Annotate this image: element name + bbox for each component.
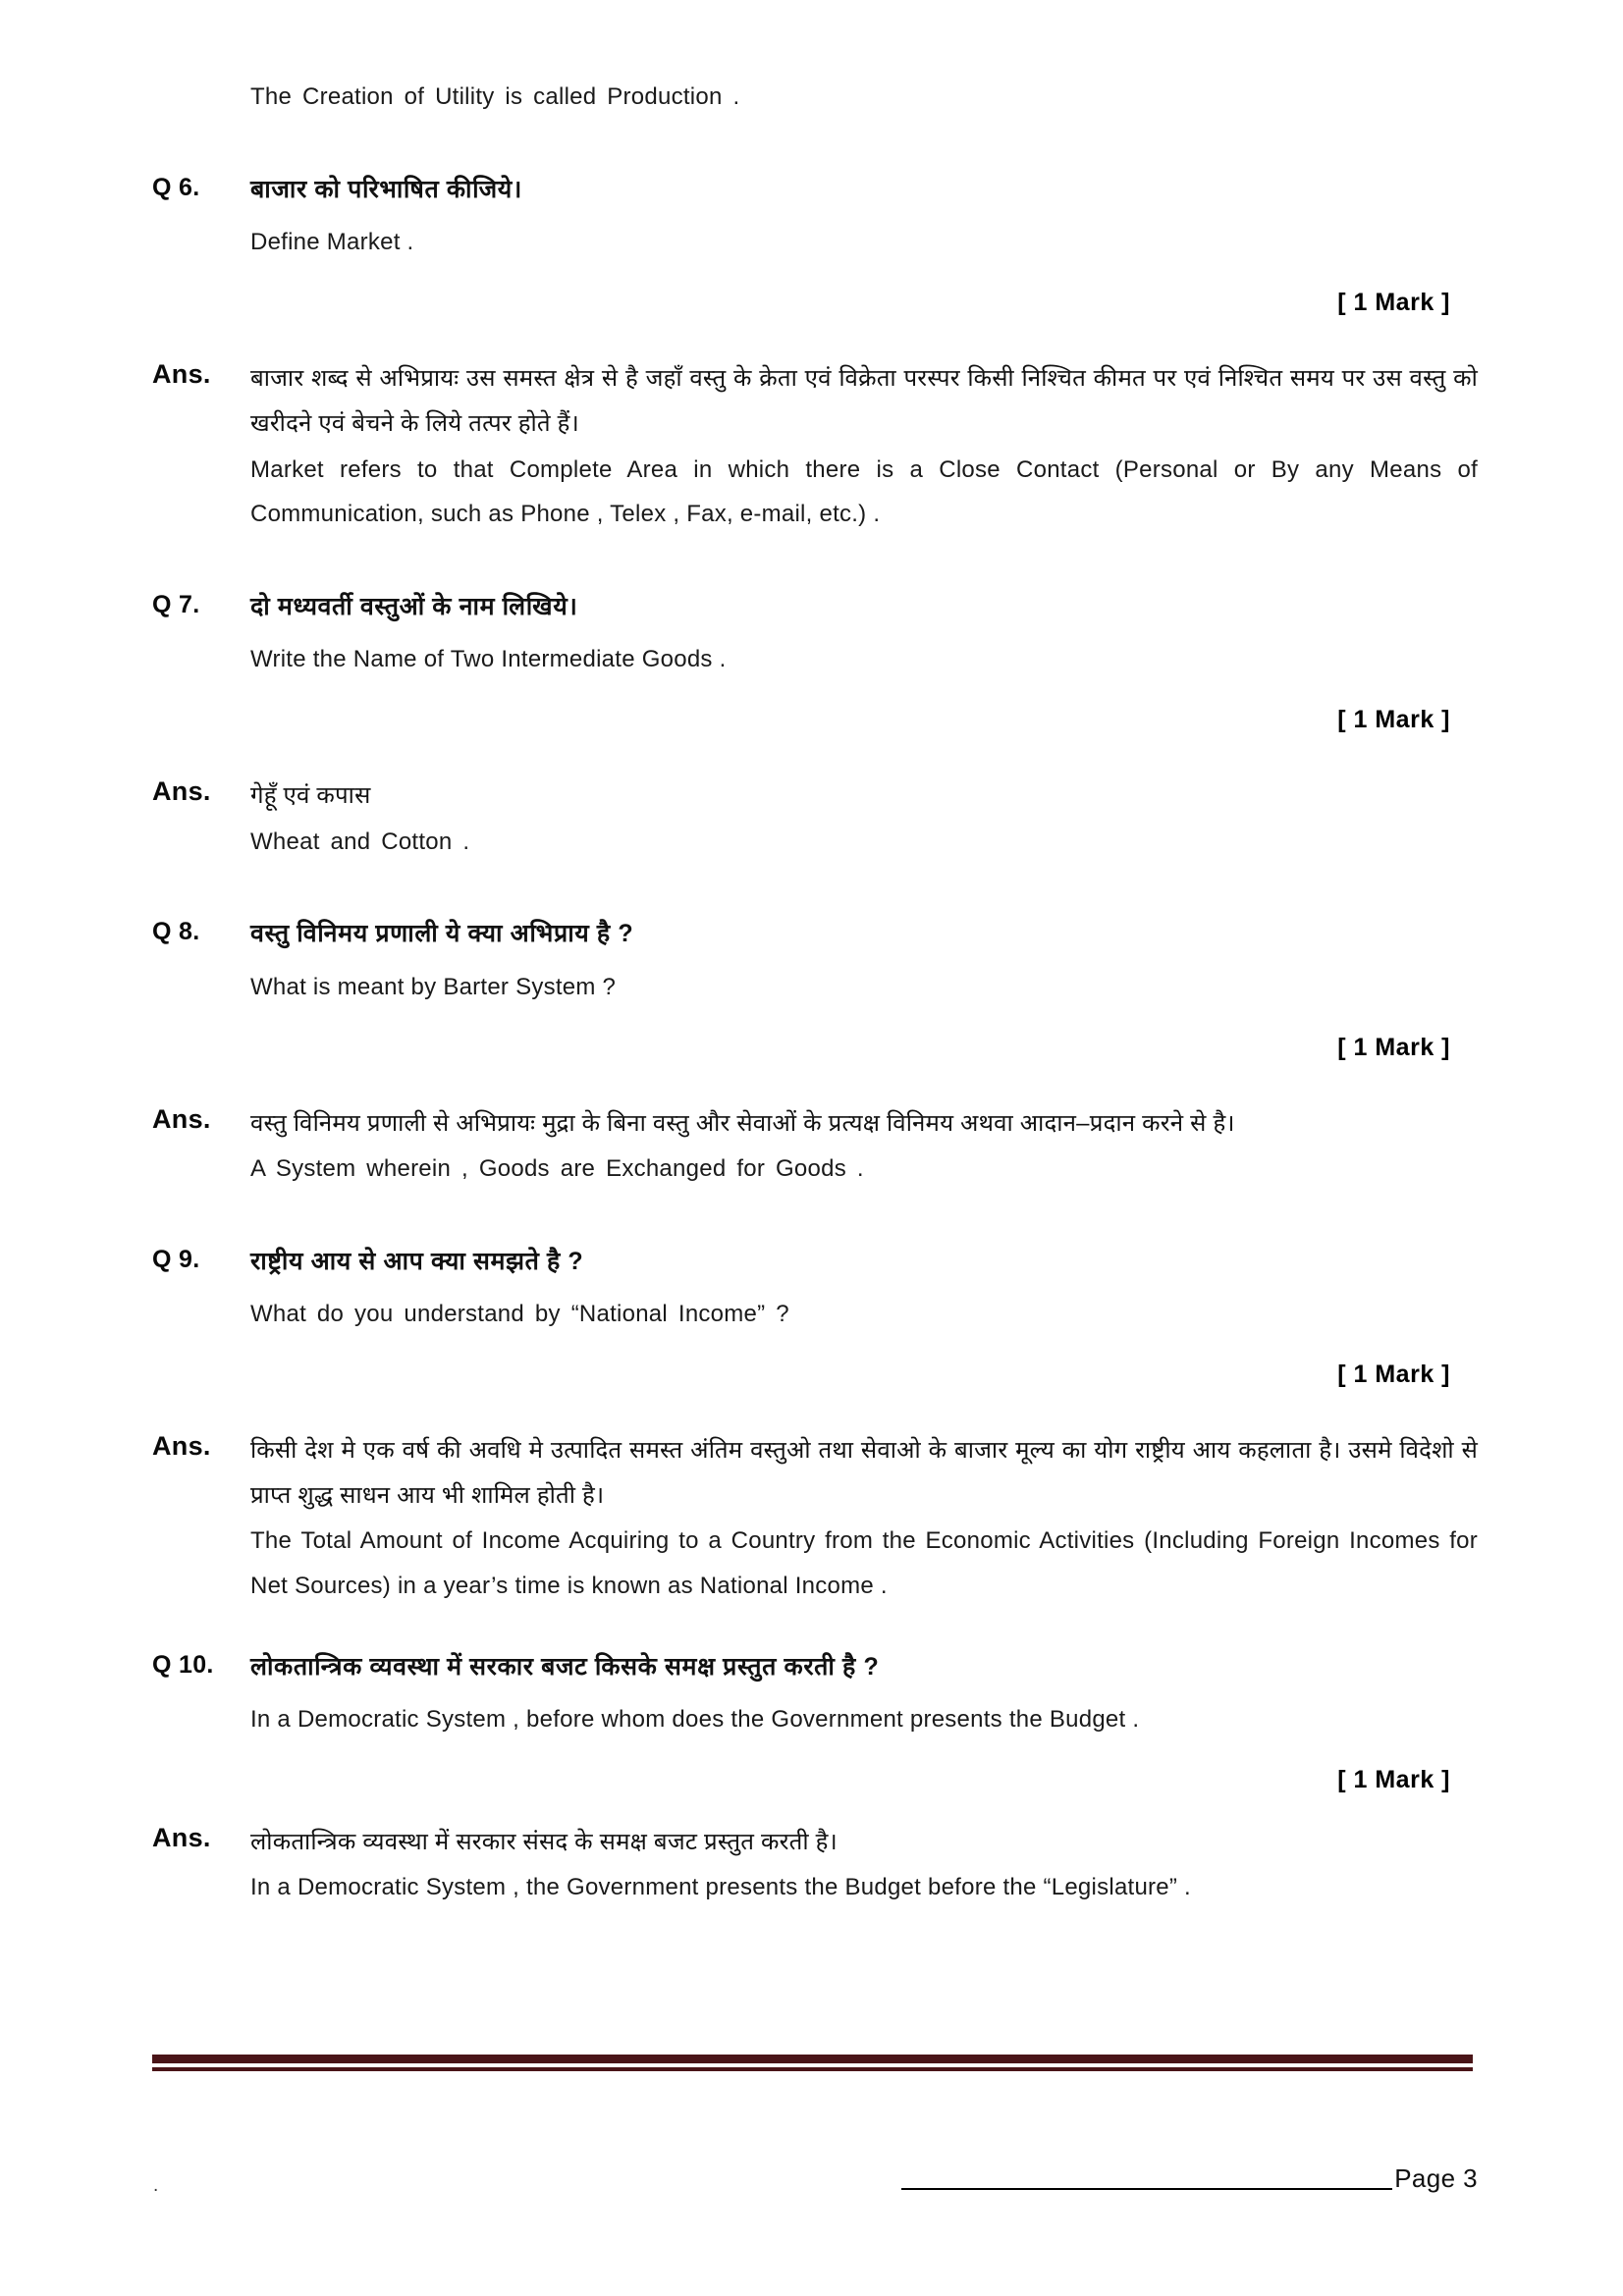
marks-badge-q7: [ 1 Mark ] [1337,706,1450,734]
answer-row-q6 [152,356,1478,536]
spacer [152,1062,1478,1101]
question-english-q9: What do you understand by “National Income” ? [250,1301,789,1328]
question-number-q6: Q 6. [152,173,200,201]
continuation-body [250,75,1478,120]
answer-body-q9 [250,1428,1478,1608]
question-block-q6 [152,171,1478,318]
answer-body-q10 [250,1820,1478,1910]
spacer [152,864,1478,915]
spacer [250,1280,1478,1294]
answer-body-q8 [250,1101,1478,1192]
answer-label-q8: Ans. [152,1103,211,1134]
question-block-q7 [152,588,1478,735]
answer-english-q7: Wheat and Cotton . [250,828,470,855]
spacer [250,1685,1478,1699]
answer-row-q8 [152,1101,1478,1192]
spacer [152,1335,1478,1361]
answer-block-q6 [152,356,1478,536]
answer-hindi-q10: लोकतान्त्रिक व्यवस्था में सरकार संसद के समक्ष बजट प्रस्तुत करती है। [250,1829,838,1856]
page-number-group [901,2159,1478,2194]
answer-body-q7 [250,774,1478,864]
continuation-text: The Creation of Utility is called Production . [250,83,740,110]
question-english-q8: What is meant by Barter System ? [250,973,617,1000]
answer-body-q6 [250,356,1478,536]
question-number-q7: Q 7. [152,590,200,618]
question-number-q9: Q 9. [152,1245,200,1273]
question-english-q7: Write the Name of Two Intermediate Goods . [250,646,727,673]
marks-badge-q8: [ 1 Mark ] [1337,1033,1450,1061]
answer-hindi-q8: वस्तु विनिमय प्रणाली से अभिप्रायः मुद्रा के बिना वस्तु और सेवाओं के प्रत्यक्ष विनिमय अथवा आदान–प्रदान करने से है। [250,1109,1235,1137]
spacer [152,1609,1478,1648]
answer-hindi-q7: गेहूँ एवं कपास [250,782,371,810]
page-number: Page 3 [1394,2163,1478,2193]
spacer [152,1192,1478,1243]
answer-hindi-q6: बाजार शब्द से अभिप्रायः उस समस्त क्षेत्र से है जहाँ वस्तु के क्रेता एवं विक्रेता परस्पर किसी निश्चित कीमत पर एवं निश्चित समय पर उस वस्तु को खरीदने एवं बेचने के लिये तत्पर होते हैं। [250,365,1478,438]
question-row-q8 [152,915,1478,1008]
marks-badge-q6: [ 1 Mark ] [1337,289,1450,317]
marks-badge-q10: [ 1 Mark ] [1337,1766,1450,1794]
question-row-q9 [152,1243,1478,1336]
footer-rule-thin [152,2067,1473,2071]
continuation-spacer [152,75,250,76]
answer-block-q7 [152,774,1478,864]
question-hindi-q6: बाजार को परिभाषित कीजिये। [250,175,522,203]
footer-marker: . [153,2175,159,2196]
continuation-row [152,75,1478,120]
question-body-q9 [250,1243,1478,1336]
footer-rule-thick [152,2055,1473,2063]
question-body-q8 [250,915,1478,1008]
spacer [152,1740,1478,1766]
answer-block-q10 [152,1820,1478,1910]
question-body-q7 [250,588,1478,681]
question-hindi-q9: राष्ट्रीय आय से आप क्या समझते है ? [250,1247,584,1275]
spacer [152,1008,1478,1034]
spacer [152,120,1478,171]
question-row-q10 [152,1648,1478,1741]
question-number-q10: Q 10. [152,1650,214,1679]
answer-label-q6: Ans. [152,359,211,390]
answer-row-q9 [152,1428,1478,1608]
marks-badge-q9: [ 1 Mark ] [1337,1361,1450,1389]
question-english-q6: Define Market . [250,229,414,256]
question-hindi-q8: वस्तु विनिमय प्रणाली ये क्या अभिप्राय है ? [250,920,634,948]
spacer [152,734,1478,774]
spacer [152,1389,1478,1428]
question-hindi-q10: लोकतान्त्रिक व्यवस्था में सरकार बजट किसके समक्ष प्रस्तुत करती है ? [250,1652,880,1681]
page-footer [0,2002,1623,2296]
question-row-q6 [152,171,1478,264]
answer-label-q9: Ans. [152,1431,211,1462]
answer-english-q6: Market refers to that Complete Area in which there is a Close Contact (Personal or By any Means of Communication, such as Phone , Telex , Fax, e-mail, etc.) . [250,455,1478,528]
spacer [250,953,1478,967]
answer-block-q9 [152,1428,1478,1608]
answer-row-q10 [152,1820,1478,1910]
answer-hindi-q9: किसी देश मे एक वर्ष की अवधि मे उत्पादित समस्त अंतिम वस्तुओ तथा सेवाओ के बाजार मूल्य का योग राष्ट्रीय आय कहलाता है। उसमे विदेशो से प्राप्त शुद्ध साधन आय भी शामिल होती है। [250,1437,1478,1510]
spacer [250,208,1478,222]
answer-english-q10: In a Democratic System , the Government presents the Budget before the “Legislature” . [250,1874,1191,1901]
answer-label-q7: Ans. [152,776,211,807]
question-block-q9 [152,1243,1478,1390]
question-number-q8: Q 8. [152,918,200,946]
spacer [152,537,1478,588]
page-number-leader-line [901,2159,1392,2190]
spacer [152,1794,1478,1820]
spacer [250,625,1478,639]
question-hindi-q7: दो मध्यवर्ती वस्तुओं के नाम लिखिये। [250,592,578,620]
question-body-q10 [250,1648,1478,1741]
question-row-q7 [152,588,1478,681]
question-body-q6 [250,171,1478,264]
spacer [152,263,1478,289]
answer-block-q8 [152,1101,1478,1192]
answer-english-q9: The Total Amount of Income Acquiring to a Country from the Economic Activities (Including Foreign Incomes for Net Sources) in a year’s time is known as National Income . [250,1527,1478,1600]
question-block-q10 [152,1648,1478,1795]
spacer [152,680,1478,706]
question-block-q8 [152,915,1478,1062]
question-english-q10: In a Democratic System , before whom does the Government presents the Budget . [250,1706,1140,1734]
answer-label-q10: Ans. [152,1823,211,1853]
answer-row-q7 [152,774,1478,864]
footer-divider [152,2055,1473,2071]
spacer [152,317,1478,356]
answer-english-q8: A System wherein , Goods are Exchanged for Goods . [250,1154,864,1182]
